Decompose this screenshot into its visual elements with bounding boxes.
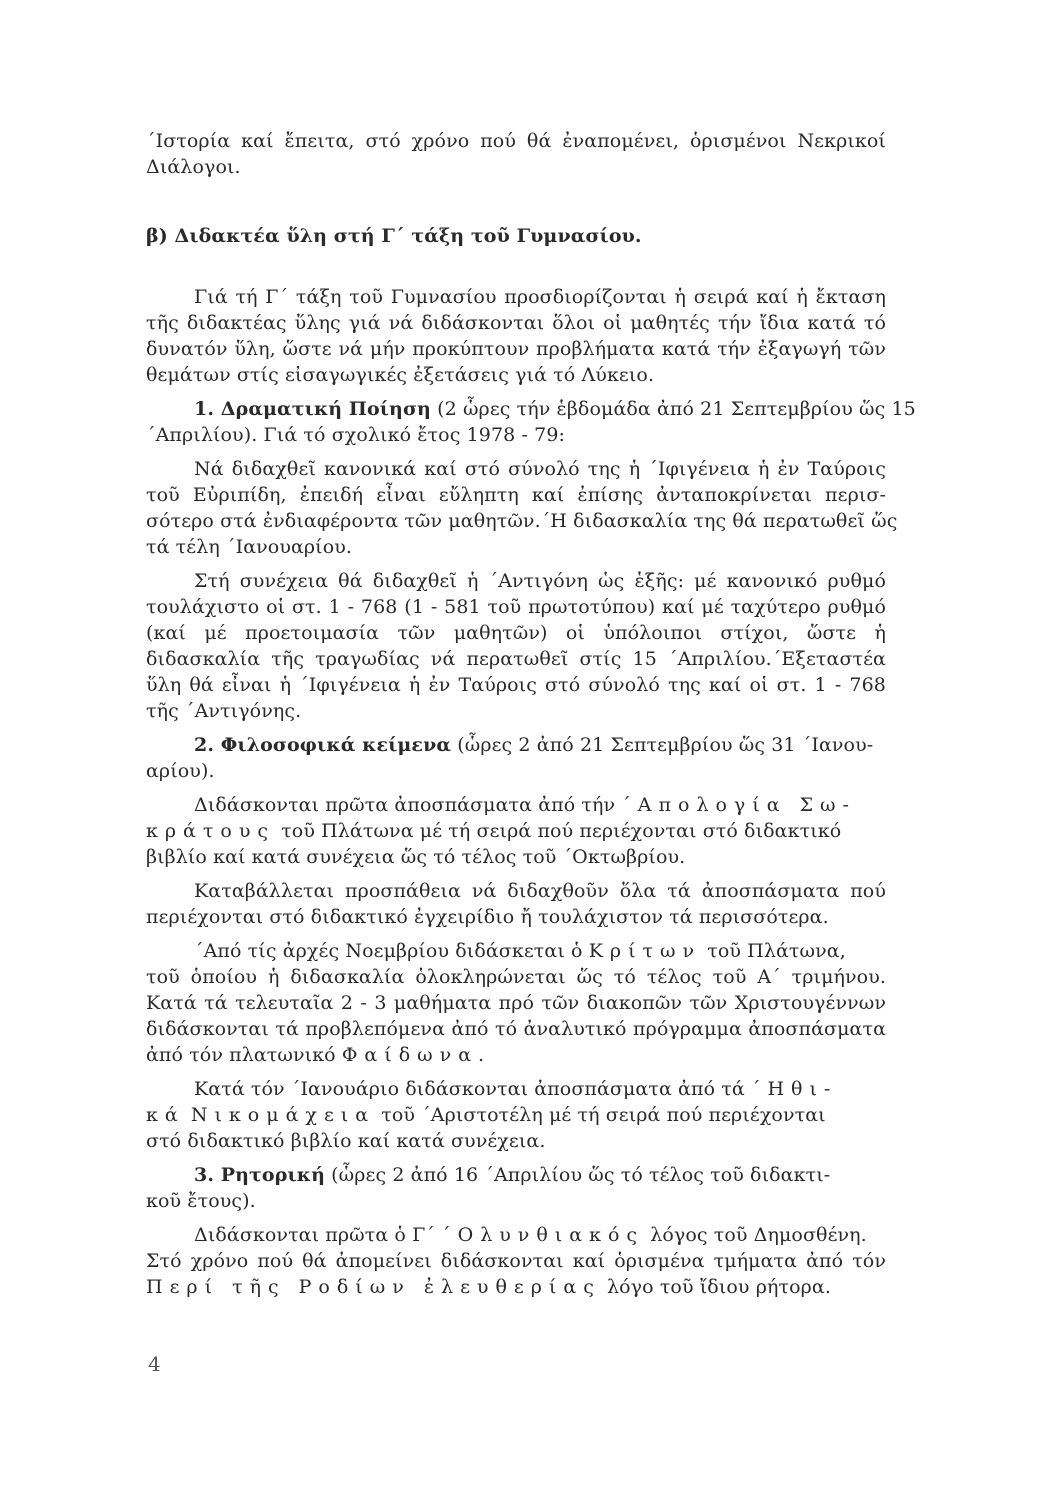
text-line: δυνατόν ὕλη, ὥστε νά μήν προκύπτουν προβλήματα κατά τήν ἐξαγωγή τῶν	[146, 338, 886, 360]
text-line	[146, 1102, 826, 1128]
text-line	[146, 1274, 831, 1300]
text-line	[194, 1222, 867, 1248]
work-title: ΄Ολυνθιακός	[441, 1224, 645, 1246]
text-line: Διάλογοι.	[146, 156, 241, 178]
text-fragment: Διδάσκονται πρῶτα ὁ Γ΄	[194, 1224, 435, 1246]
text-line: διδασκαλία τῆς τραγωδίας νά περατωθεῖ στίς 15 ΄Απριλίου.΄Εξεταστέα	[146, 648, 886, 670]
work-title: Φαίδωνα.	[341, 1044, 492, 1066]
text-line: τοῦ Εὐριπίδη, ἐπειδή εἶναι εὔληπτη καί ἐπίσης ἀνταποκρίνεται περισ-	[146, 484, 886, 506]
text-fragment: Διδάσκονται πρῶτα ἀποσπάσματα ἀπό τήν	[194, 794, 616, 816]
subsection-title: 3. Ρητορική	[194, 1164, 325, 1186]
text-line	[194, 1076, 837, 1102]
text-line: ὕλη θά εἶναι ἡ ΄Ιφιγένεια ἡ ἐν Ταύροις στό σύνολό της καί οἱ στ. 1 - 768	[146, 674, 886, 696]
text-line: Στό χρόνο πού θά ἀπομείνει διδάσκονται καί ὁρισμένα τμήματα ἀπό τόν	[146, 1250, 886, 1272]
text-fragment: Κατά τόν ΄Ιανουάριο διδάσκονται ἀποσπάσματα ἀπό τά	[194, 1078, 745, 1100]
text-line: βιβλίο καί κατά συνέχεια ὥς τό τέλος τοῦ ΄Οκτωβρίου.	[146, 846, 686, 868]
subsection-title: 1. Δραματική Ποίηση	[194, 398, 431, 420]
text-fragment: τοῦ Πλάτωνα μέ τή σειρά πού περιέχονται στό διδακτικό	[281, 820, 842, 842]
work-title: Κρίτων	[588, 940, 702, 962]
text-line: Νά διδαχθεῖ κανονικά καί στό σύνολό της ἡ ΄Ιφιγένεια ἡ ἐν Ταύροις	[194, 458, 886, 480]
text-fragment: (2 ὧρες τήν ἑβδομάδα ἀπό 21 Σεπτεμβρίου ὥς 15	[437, 398, 916, 420]
text-line	[194, 938, 846, 964]
text-fragment: ἀπό τόν πλατωνικό	[146, 1044, 336, 1066]
text-line: αρίου).	[146, 760, 215, 782]
work-title: ΄Ηθι-	[750, 1078, 838, 1100]
section-heading: β) Διδακτέα ὕλη στή Γ΄ τάξη τοῦ Γυμνασίου.	[146, 225, 642, 247]
text-line: (καί μέ προετοιμασία τῶν μαθητῶν) οἱ ὑπόλοιποι στίχοι, ὥστε ἡ	[146, 622, 886, 644]
work-title: Περί τῆς Ροδίων ἐλευθερίας	[146, 1276, 601, 1298]
text-fragment: (ὧρες 2 ἀπό 16 ΄Απριλίου ὥς τό τέλος τοῦ διδακτι-	[331, 1164, 831, 1186]
work-title: κράτους	[146, 820, 276, 842]
text-line: διδάσκονται τά προβλεπόμενα ἀπό τό ἀναλυτικό πρόγραμμα ἀποσπάσματα	[146, 1018, 886, 1040]
text-line: τά τέλη ΄Ιανουαρίου.	[146, 536, 353, 558]
subsection-title: 2. Φιλοσοφικά κείμενα	[194, 734, 452, 756]
subsection-line	[194, 732, 873, 758]
text-line: ΄Απριλίου). Γιά τό σχολικό ἔτος 1978 - 79:	[146, 424, 566, 446]
text-line: τοῦ ὁποίου ἡ διδασκαλία ὁλοκληρώνεται ὥς τό τέλος τοῦ Α΄ τριμήνου.	[146, 966, 886, 988]
text-fragment: ΄Από τίς ἀρχές Νοεμβρίου διδάσκεται ὁ	[194, 940, 583, 962]
text-line: κοῦ ἔτους).	[146, 1190, 256, 1212]
text-fragment: τοῦ Πλάτωνα,	[707, 940, 846, 962]
text-fragment: λόγο τοῦ ἴδιου ρήτορα.	[607, 1276, 831, 1298]
text-line: περιέχονται στό διδακτικό ἐγχειρίδιο ἤ τουλάχιστον τά περισσότερα.	[146, 906, 829, 928]
work-title: Νικομάχεια	[190, 1104, 376, 1126]
text-line: θεμάτων στίς εἰσαγωγικές ἐξετάσεις γιά τό Λύκειο.	[146, 364, 655, 386]
text-line	[146, 818, 841, 844]
work-title: κά	[146, 1104, 185, 1126]
text-line: τουλάχιστο οἱ στ. 1 - 768 (1 - 581 τοῦ πρωτοτύπου) καί μέ ταχύτερο ρυθμό	[146, 596, 886, 618]
text-line: ΄Ιστορία καί ἔπειτα, στό χρόνο πού θά ἐναπομένει, ὁρισμένοι Νεκρικοί	[146, 130, 886, 152]
text-line: Κατά τά τελευταῖα 2 - 3 μαθήματα πρό τῶν διακοπῶν τῶν Χριστουγέννων	[146, 992, 886, 1014]
text-line	[194, 792, 856, 818]
text-line	[146, 1042, 491, 1068]
text-line: Στή συνέχεια θά διδαχθεῖ ἡ ΄Αντιγόνη ὡς ἑξῆς: μέ κανονικό ρυθμό	[194, 570, 886, 592]
text-line: Γιά τή Γ΄ τάξη τοῦ Γυμνασίου προσδιορίζονται ἡ σειρά καί ἡ ἔκταση	[194, 286, 886, 308]
text-line: τῆς διδακτέας ὕλης γιά νά διδάσκονται ὅλοι οἱ μαθητές τήν ἴδια κατά τό	[146, 312, 886, 334]
work-title: ΄Απολογία Σω-	[621, 794, 856, 816]
text-fragment: τοῦ ΄Αριστοτέλη μέ τή σειρά πού περιέχονται	[381, 1104, 826, 1126]
text-line: τῆς ΄Αντιγόνης.	[146, 700, 302, 722]
subsection-line	[194, 396, 916, 422]
text-fragment: (ὧρες 2 ἀπό 21 Σεπτεμβρίου ὥς 31 ΄Ιανου-	[457, 734, 874, 756]
text-line: σότερο στά ἐνδιαφέροντα τῶν μαθητῶν.΄Η διδασκαλία της θά περατωθεῖ ὥς	[146, 510, 898, 532]
subsection-line	[194, 1162, 830, 1188]
text-line: στό διδακτικό βιβλίο καί κατά συνέχεια.	[146, 1130, 546, 1152]
text-line: Καταβάλλεται προσπάθεια νά διδαχθοῦν ὅλα τά ἀποσπάσματα πού	[194, 880, 886, 902]
text-fragment: λόγος τοῦ Δημοσθένη.	[650, 1224, 867, 1246]
page-number: 4	[148, 1352, 161, 1376]
